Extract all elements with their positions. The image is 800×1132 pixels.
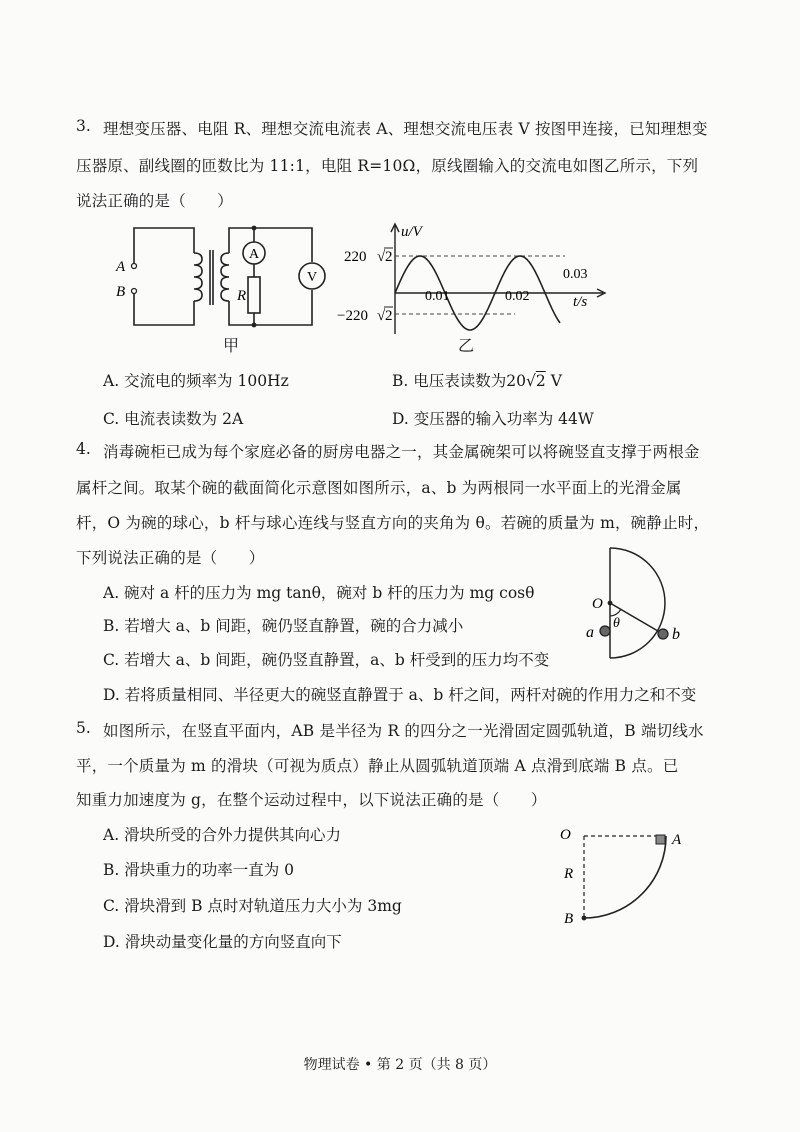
q5-line-2: 平，一个质量为 m 的滑块（可视为质点）静止从圆弧轨道顶端 A 点滑到底端 B 点。已 — [76, 757, 679, 775]
q5-option-a: A. 滑块所受的合外力提供其向心力 — [103, 826, 342, 844]
q3-option-b — [392, 369, 562, 391]
ammeter-label: A — [248, 247, 260, 262]
terminal-b-label: B — [116, 284, 126, 300]
q5-number: 5. — [76, 719, 91, 737]
q3-option-c: C. 电流表读数为 2A — [103, 410, 244, 428]
arc-track-diagram — [552, 820, 702, 932]
point-b-label: B — [564, 911, 574, 927]
q5-line-3: 知重力加速度为 g，在整个运动过程中，以下说法正确的是（ ） — [76, 791, 547, 809]
rod-b — [658, 629, 668, 639]
q4-line-1: 消毒碗柜已成为每个家庭必备的厨房电器之一，其金属碗架可以将碗竖直支撑于两根金 — [103, 443, 700, 461]
wave-caption: 乙 — [458, 336, 475, 355]
q4-line-4: 下列说法正确的是（ ） — [76, 549, 265, 567]
wave-tick-2: 0.02 — [505, 289, 530, 304]
q3-option-b-unit: V — [550, 372, 562, 390]
q5-option-c: C. 滑块滑到 B 点时对轨道压力大小为 3mg — [103, 897, 402, 915]
q5-option-b: B. 滑块重力的功率一直为 0 — [103, 861, 295, 879]
q4-line-2: 属杆之间。取某个碗的截面简化示意图如图所示，a、b 为两根同一水平面上的光滑金属 — [76, 479, 682, 497]
q3-option-a: A. 交流电的频率为 100Hz — [103, 372, 289, 390]
voltmeter-label: V — [306, 270, 318, 285]
q4-option-a: A. 碗对 a 杆的压力为 mg tanθ，碗对 b 杆的压力为 mg cosθ — [103, 584, 535, 602]
theta-label: θ — [613, 616, 620, 631]
q3-option-b-radical: √ — [525, 372, 536, 390]
rod-b-label: b — [672, 626, 680, 643]
wave-ymin-sqrt-arg: 2 — [385, 308, 393, 324]
q3-option-b-text: B. 电压表读数为 — [392, 372, 507, 390]
rod-a-label: a — [586, 624, 594, 641]
q4-line-3: 杆，O 为碗的球心，b 杆与球心连线与竖直方向的夹角为 θ。若碗的质量为 m，碗静止时， — [76, 514, 710, 532]
radius-label: R — [564, 866, 574, 882]
q3-option-b-number: 20 — [506, 372, 526, 390]
wave-ymin-radical: √ — [377, 308, 386, 324]
q4-option-d: D. 若将质量相同、半径更大的碗竖直静置于 a、b 杆之间，两杆对碗的作用力之和不变 — [103, 686, 697, 704]
q3-option-b-radicand: 2 — [535, 372, 546, 390]
wave-ymax-sqrt-arg: 2 — [385, 249, 393, 265]
wave-xlabel: t/s — [573, 294, 588, 310]
circuit-diagram — [112, 214, 327, 354]
arc-track — [584, 836, 666, 918]
wave-ymax: 220 — [344, 249, 367, 265]
q3-option-d: D. 变压器的输入功率为 44W — [392, 410, 594, 428]
q4-option-b: B. 若增大 a、b 间距，碗仍竖直静置，碗的合力减小 — [103, 617, 464, 635]
wave-tick-3: 0.03 — [563, 267, 588, 282]
bowl-center-label: O — [592, 596, 603, 612]
wave-tick-1: 0.01 — [425, 289, 450, 304]
q3-line-1: 理想变压器、电阻 R、理想交流电流表 A、理想交流电压表 V 按图甲连接，已知理想变 — [103, 120, 708, 138]
voltage-waveform — [335, 218, 615, 348]
resistor-label: R — [237, 288, 247, 304]
bowl-diagram — [582, 540, 712, 666]
q3-line-2: 压器原、副线圈的匝数比为 11:1，电阻 R=10Ω，原线圈输入的交流电如图乙所示，下列 — [76, 157, 699, 175]
arc-center-label: O — [560, 827, 571, 843]
q3-number: 3. — [76, 117, 91, 135]
point-a-label: A — [672, 832, 682, 848]
rod-a — [600, 626, 610, 636]
q3-line-3: 说法正确的是（ ） — [76, 192, 234, 210]
q5-option-d: D. 滑块动量变化量的方向竖直向下 — [103, 933, 342, 951]
terminal-a-label: A — [116, 259, 126, 275]
wave-ymax-radical: √ — [377, 249, 386, 265]
q4-option-c: C. 若增大 a、b 间距，碗仍竖直静置，a、b 杆受到的压力均不变 — [103, 651, 550, 669]
circuit-caption: 甲 — [223, 336, 240, 355]
q4-number: 4. — [76, 440, 91, 458]
page-footer: 物理试卷 • 第 2 页（共 8 页） — [303, 1057, 497, 1073]
slider-block — [656, 835, 665, 844]
q5-line-1: 如图所示，在竖直平面内，AB 是半径为 R 的四分之一光滑固定圆弧轨道，B 端切线水 — [103, 722, 704, 740]
wave-ymin: −220 — [337, 308, 368, 324]
wave-ylabel: u/V — [401, 224, 422, 240]
